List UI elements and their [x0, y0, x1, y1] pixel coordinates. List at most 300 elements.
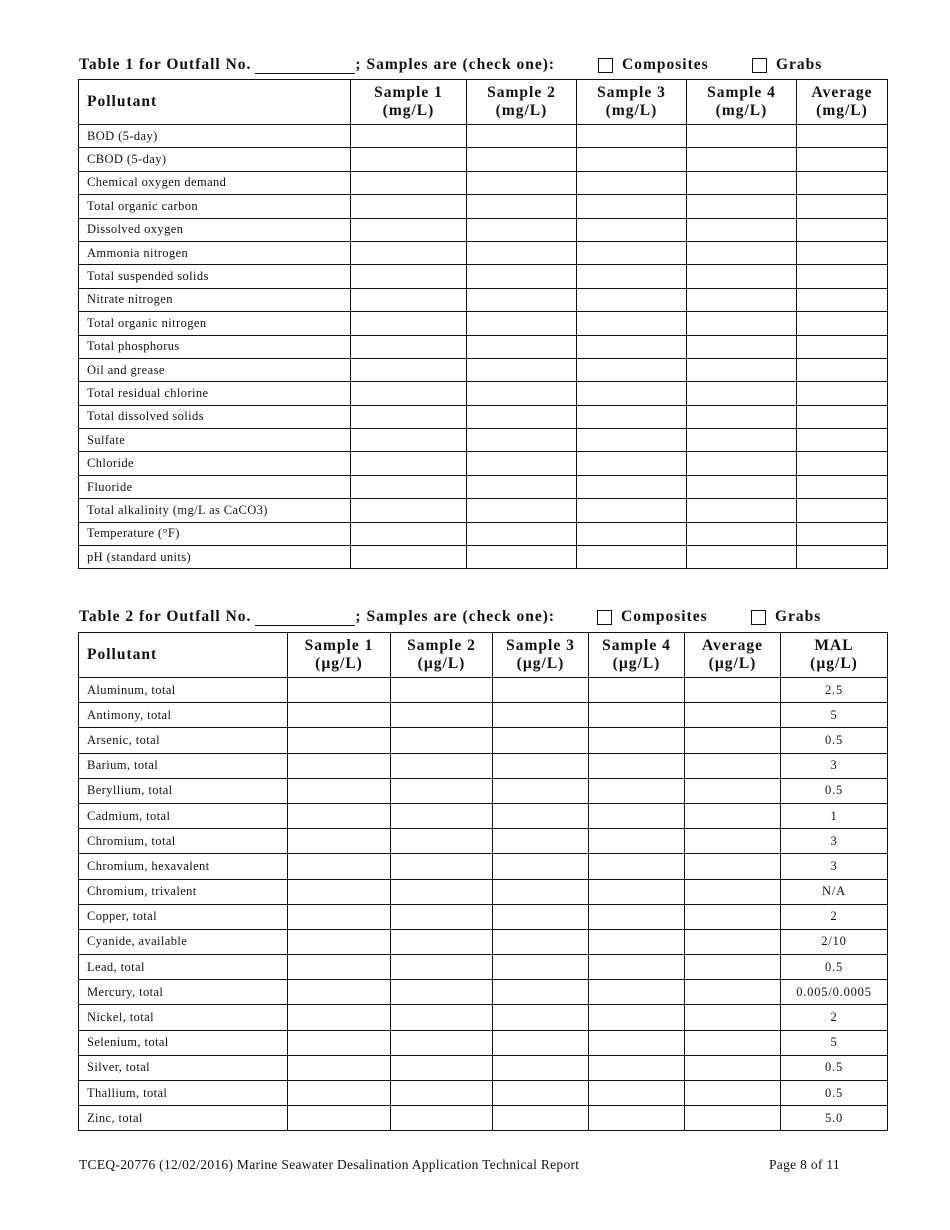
table-row: [79, 728, 888, 753]
table-row: [79, 904, 888, 929]
sample4-entry-cell[interactable]: [589, 1081, 685, 1106]
average-entry-cell[interactable]: [797, 522, 888, 545]
table1-grabs-checkbox[interactable]: [752, 58, 767, 73]
table1-composites-label: Composites: [622, 56, 709, 73]
table1-col-sample1: Sample 1 (mg/L): [351, 80, 467, 125]
sample4-entry-cell[interactable]: [687, 429, 797, 452]
mal-value: 2: [781, 904, 888, 929]
sample3-entry-cell[interactable]: [577, 405, 687, 428]
sample3-entry-cell[interactable]: [493, 753, 589, 778]
table-row: [79, 358, 888, 381]
pollutant-name: Chromium, total: [79, 829, 288, 854]
table2-col-pollutant: Pollutant: [79, 633, 288, 678]
table1-col-sample3: Sample 3 (mg/L): [577, 80, 687, 125]
table2-heading: [79, 608, 555, 626]
table-row: [79, 288, 888, 311]
table2-col-average: Average (µg/L): [685, 633, 781, 678]
pollutant-name: Antimony, total: [79, 703, 288, 728]
mal-value: 1: [781, 803, 888, 828]
sample1-entry-cell[interactable]: [288, 803, 391, 828]
sample4-entry-cell[interactable]: [687, 546, 797, 569]
average-entry-cell[interactable]: [797, 218, 888, 241]
sample2-entry-cell[interactable]: [391, 1081, 493, 1106]
average-entry-cell[interactable]: [797, 452, 888, 475]
average-entry-cell[interactable]: [685, 879, 781, 904]
table2-col-sample3: Sample 3 (µg/L): [493, 633, 589, 678]
sample2-entry-cell[interactable]: [391, 1055, 493, 1080]
sample1-entry-cell[interactable]: [351, 358, 467, 381]
sample2-entry-cell[interactable]: [391, 980, 493, 1005]
mal-value: 3: [781, 753, 888, 778]
sample4-entry-cell[interactable]: [687, 382, 797, 405]
sample1-entry-cell[interactable]: [351, 499, 467, 522]
table-row: [79, 218, 888, 241]
sample2-entry-cell[interactable]: [391, 929, 493, 954]
table1-col-average: Average (mg/L): [797, 80, 888, 125]
sample1-entry-cell[interactable]: [288, 1005, 391, 1030]
pollutant-name: Total organic nitrogen: [79, 312, 351, 335]
sample3-entry-cell[interactable]: [493, 703, 589, 728]
table2-col-sample1: Sample 1 (µg/L): [288, 633, 391, 678]
sample2-entry-cell[interactable]: [391, 955, 493, 980]
sample2-entry-cell[interactable]: [467, 475, 577, 498]
sample3-entry-cell[interactable]: [493, 955, 589, 980]
sample3-entry-cell[interactable]: [493, 929, 589, 954]
average-entry-cell[interactable]: [685, 955, 781, 980]
average-entry-cell[interactable]: [685, 703, 781, 728]
sample3-entry-cell[interactable]: [493, 1030, 589, 1055]
average-entry-cell[interactable]: [797, 405, 888, 428]
sample1-entry-cell[interactable]: [288, 1030, 391, 1055]
average-entry-cell[interactable]: [797, 312, 888, 335]
sample1-entry-cell[interactable]: [351, 241, 467, 264]
sample4-entry-cell[interactable]: [687, 405, 797, 428]
mal-value: 5.0: [781, 1106, 888, 1131]
sample4-entry-cell[interactable]: [687, 499, 797, 522]
sample1-entry-cell[interactable]: [351, 171, 467, 194]
mal-value: 5: [781, 703, 888, 728]
sample1-entry-cell[interactable]: [351, 148, 467, 171]
sample2-entry-cell[interactable]: [391, 803, 493, 828]
sample1-entry-cell[interactable]: [288, 678, 391, 703]
table-row: [79, 195, 888, 218]
sample1-entry-cell[interactable]: [288, 879, 391, 904]
pollutant-name: Sulfate: [79, 429, 351, 452]
sample1-entry-cell[interactable]: [288, 778, 391, 803]
sample4-entry-cell[interactable]: [687, 171, 797, 194]
sample3-entry-cell[interactable]: [577, 195, 687, 218]
sample1-entry-cell[interactable]: [351, 452, 467, 475]
table1-sample-type-prompt: ; Samples are (check one):: [355, 56, 556, 73]
sample3-entry-cell[interactable]: [577, 382, 687, 405]
sample4-entry-cell[interactable]: [589, 678, 685, 703]
sample2-entry-cell[interactable]: [391, 778, 493, 803]
table2-grabs-option[interactable]: [751, 608, 821, 626]
sample4-entry-cell[interactable]: [687, 335, 797, 358]
sample4-entry-cell[interactable]: [687, 195, 797, 218]
sample1-entry-cell[interactable]: [288, 753, 391, 778]
table-row: [79, 778, 888, 803]
average-entry-cell[interactable]: [685, 854, 781, 879]
sample4-entry-cell[interactable]: [589, 1106, 685, 1131]
average-entry-cell[interactable]: [797, 335, 888, 358]
sample3-entry-cell[interactable]: [577, 148, 687, 171]
average-entry-cell[interactable]: [685, 803, 781, 828]
sample2-entry-cell[interactable]: [467, 125, 577, 148]
sample4-entry-cell[interactable]: [589, 879, 685, 904]
average-entry-cell[interactable]: [797, 499, 888, 522]
table-row: [79, 1106, 888, 1131]
sample1-entry-cell[interactable]: [288, 728, 391, 753]
sample2-entry-cell[interactable]: [467, 195, 577, 218]
average-entry-cell[interactable]: [685, 904, 781, 929]
average-entry-cell[interactable]: [685, 1081, 781, 1106]
sample4-entry-cell[interactable]: [687, 148, 797, 171]
average-entry-cell[interactable]: [685, 1055, 781, 1080]
sample3-entry-cell[interactable]: [493, 1055, 589, 1080]
average-entry-cell[interactable]: [685, 678, 781, 703]
table-row: [79, 241, 888, 264]
average-entry-cell[interactable]: [685, 1030, 781, 1055]
sample3-entry-cell[interactable]: [493, 904, 589, 929]
average-entry-cell[interactable]: [797, 475, 888, 498]
sample2-entry-cell[interactable]: [391, 879, 493, 904]
pollutant-name: Total residual chlorine: [79, 382, 351, 405]
table-row: [79, 829, 888, 854]
sample4-entry-cell[interactable]: [589, 1055, 685, 1080]
sample4-entry-cell[interactable]: [687, 452, 797, 475]
sample1-entry-cell[interactable]: [351, 382, 467, 405]
mal-value: 3: [781, 829, 888, 854]
footer-form-id: TCEQ-20776 (12/02/2016) Marine Seawater Desalination Application Technical Report: [79, 1157, 580, 1172]
sample1-entry-cell[interactable]: [288, 980, 391, 1005]
table-row: [79, 678, 888, 703]
sample3-entry-cell[interactable]: [493, 1081, 589, 1106]
sample3-entry-cell[interactable]: [577, 475, 687, 498]
average-entry-cell[interactable]: [797, 171, 888, 194]
sample1-entry-cell[interactable]: [288, 703, 391, 728]
pollutant-name: Fluoride: [79, 475, 351, 498]
table1-composites-option[interactable]: [598, 56, 709, 74]
pollutant-name: Arsenic, total: [79, 728, 288, 753]
average-entry-cell[interactable]: [797, 195, 888, 218]
sample2-entry-cell[interactable]: [467, 452, 577, 475]
table-row: [79, 312, 888, 335]
sample3-entry-cell[interactable]: [577, 335, 687, 358]
pollutant-name: Total suspended solids: [79, 265, 351, 288]
sample4-entry-cell[interactable]: [589, 955, 685, 980]
table-row: [79, 980, 888, 1005]
pollutant-name: Zinc, total: [79, 1106, 288, 1131]
sample2-entry-cell[interactable]: [391, 1106, 493, 1131]
average-entry-cell[interactable]: [797, 288, 888, 311]
mal-value: N/A: [781, 879, 888, 904]
pollutant-name: Lead, total: [79, 955, 288, 980]
table2-metals-pollutants: [78, 632, 888, 1131]
table2-composites-option[interactable]: [597, 608, 708, 626]
sample2-entry-cell[interactable]: [467, 405, 577, 428]
sample2-entry-cell[interactable]: [467, 429, 577, 452]
table2-col-mal: MAL (µg/L): [781, 633, 888, 678]
sample1-entry-cell[interactable]: [351, 265, 467, 288]
sample4-entry-cell[interactable]: [589, 753, 685, 778]
sample3-entry-cell[interactable]: [577, 125, 687, 148]
sample2-entry-cell[interactable]: [467, 522, 577, 545]
pollutant-name: Chloride: [79, 452, 351, 475]
sample3-entry-cell[interactable]: [577, 241, 687, 264]
sample1-entry-cell[interactable]: [288, 1081, 391, 1106]
sample4-entry-cell[interactable]: [687, 218, 797, 241]
average-entry-cell[interactable]: [685, 829, 781, 854]
table2-outfall-number-field[interactable]: [255, 609, 355, 626]
sample4-entry-cell[interactable]: [687, 288, 797, 311]
sample3-entry-cell[interactable]: [493, 829, 589, 854]
sample2-entry-cell[interactable]: [467, 218, 577, 241]
sample3-entry-cell[interactable]: [493, 678, 589, 703]
average-entry-cell[interactable]: [685, 1106, 781, 1131]
average-entry-cell[interactable]: [797, 358, 888, 381]
sample3-entry-cell[interactable]: [577, 522, 687, 545]
sample4-entry-cell[interactable]: [687, 241, 797, 264]
sample4-entry-cell[interactable]: [589, 829, 685, 854]
table2-grabs-checkbox[interactable]: [751, 610, 766, 625]
mal-value: 0.5: [781, 955, 888, 980]
sample3-entry-cell[interactable]: [577, 546, 687, 569]
sample4-entry-cell[interactable]: [687, 265, 797, 288]
sample2-entry-cell[interactable]: [391, 1030, 493, 1055]
sample4-entry-cell[interactable]: [589, 854, 685, 879]
average-entry-cell[interactable]: [685, 778, 781, 803]
sample3-entry-cell[interactable]: [493, 980, 589, 1005]
mal-value: 2: [781, 1005, 888, 1030]
sample2-entry-cell[interactable]: [467, 358, 577, 381]
pollutant-name: Mercury, total: [79, 980, 288, 1005]
average-entry-cell[interactable]: [797, 546, 888, 569]
table1-col-pollutant: Pollutant: [79, 80, 351, 125]
sample1-entry-cell[interactable]: [351, 405, 467, 428]
sample4-entry-cell[interactable]: [589, 929, 685, 954]
sample3-entry-cell[interactable]: [493, 803, 589, 828]
sample4-entry-cell[interactable]: [687, 358, 797, 381]
sample1-entry-cell[interactable]: [288, 904, 391, 929]
pollutant-name: Aluminum, total: [79, 678, 288, 703]
table2-composites-checkbox[interactable]: [597, 610, 612, 625]
table-row: [79, 1081, 888, 1106]
sample4-entry-cell[interactable]: [687, 522, 797, 545]
table-row: [79, 522, 888, 545]
pollutant-name: Nickel, total: [79, 1005, 288, 1030]
sample1-entry-cell[interactable]: [288, 1055, 391, 1080]
pollutant-name: Cadmium, total: [79, 803, 288, 828]
pollutant-name: Chemical oxygen demand: [79, 171, 351, 194]
mal-value: 0.5: [781, 728, 888, 753]
sample2-entry-cell[interactable]: [467, 241, 577, 264]
pollutant-name: Oil and grease: [79, 358, 351, 381]
table-row: [79, 171, 888, 194]
sample3-entry-cell[interactable]: [493, 854, 589, 879]
sample3-entry-cell[interactable]: [577, 288, 687, 311]
sample2-entry-cell[interactable]: [391, 678, 493, 703]
table-row: [79, 429, 888, 452]
table-row: [79, 854, 888, 879]
table-row: [79, 879, 888, 904]
sample3-entry-cell[interactable]: [493, 778, 589, 803]
sample3-entry-cell[interactable]: [577, 265, 687, 288]
table2-header-row: [79, 633, 888, 678]
sample1-entry-cell[interactable]: [288, 829, 391, 854]
sample1-entry-cell[interactable]: [288, 955, 391, 980]
table-row: [79, 929, 888, 954]
table2-col-sample4: Sample 4 (µg/L): [589, 633, 685, 678]
sample1-entry-cell[interactable]: [351, 335, 467, 358]
table1-grabs-label: Grabs: [776, 56, 823, 73]
table-row: [79, 382, 888, 405]
table1-conventional-pollutants: [78, 79, 888, 569]
sample1-entry-cell[interactable]: [288, 1106, 391, 1131]
sample3-entry-cell[interactable]: [577, 499, 687, 522]
table-row: [79, 125, 888, 148]
sample1-entry-cell[interactable]: [351, 125, 467, 148]
sample2-entry-cell[interactable]: [467, 171, 577, 194]
pollutant-name: Chromium, hexavalent: [79, 854, 288, 879]
sample2-entry-cell[interactable]: [391, 1005, 493, 1030]
sample2-entry-cell[interactable]: [391, 728, 493, 753]
sample1-entry-cell[interactable]: [351, 429, 467, 452]
table-row: [79, 1030, 888, 1055]
sample1-entry-cell[interactable]: [351, 546, 467, 569]
sample2-entry-cell[interactable]: [391, 854, 493, 879]
table-row: [79, 475, 888, 498]
sample4-entry-cell[interactable]: [589, 1030, 685, 1055]
average-entry-cell[interactable]: [685, 980, 781, 1005]
pollutant-name: Ammonia nitrogen: [79, 241, 351, 264]
sample3-entry-cell[interactable]: [577, 312, 687, 335]
average-entry-cell[interactable]: [685, 728, 781, 753]
sample1-entry-cell[interactable]: [288, 929, 391, 954]
table1-outfall-number-field[interactable]: [255, 57, 355, 74]
table-row: [79, 703, 888, 728]
mal-value: 5: [781, 1030, 888, 1055]
sample4-entry-cell[interactable]: [589, 803, 685, 828]
sample2-entry-cell[interactable]: [467, 335, 577, 358]
pollutant-name: Total dissolved solids: [79, 405, 351, 428]
pollutant-name: pH (standard units): [79, 546, 351, 569]
sample2-entry-cell[interactable]: [391, 703, 493, 728]
average-entry-cell[interactable]: [797, 429, 888, 452]
pollutant-name: Thallium, total: [79, 1081, 288, 1106]
sample3-entry-cell[interactable]: [577, 218, 687, 241]
mal-value: 0.005/0.0005: [781, 980, 888, 1005]
sample2-entry-cell[interactable]: [467, 499, 577, 522]
table-row: [79, 1055, 888, 1080]
table2-grabs-label: Grabs: [775, 608, 822, 625]
table-row: [79, 148, 888, 171]
sample4-entry-cell[interactable]: [589, 904, 685, 929]
pollutant-name: BOD (5-day): [79, 125, 351, 148]
sample3-entry-cell[interactable]: [493, 1005, 589, 1030]
table-row: [79, 955, 888, 980]
average-entry-cell[interactable]: [797, 125, 888, 148]
sample2-entry-cell[interactable]: [467, 265, 577, 288]
table-row: [79, 452, 888, 475]
pollutant-name: Copper, total: [79, 904, 288, 929]
sample2-entry-cell[interactable]: [467, 312, 577, 335]
sample3-entry-cell[interactable]: [493, 728, 589, 753]
sample3-entry-cell[interactable]: [493, 1106, 589, 1131]
sample4-entry-cell[interactable]: [589, 703, 685, 728]
mal-value: 0.5: [781, 1081, 888, 1106]
sample4-entry-cell[interactable]: [589, 778, 685, 803]
table-row: [79, 405, 888, 428]
table-row: [79, 803, 888, 828]
table2-sample-type-prompt: ; Samples are (check one):: [355, 608, 556, 625]
pollutant-name: CBOD (5-day): [79, 148, 351, 171]
sample1-entry-cell[interactable]: [288, 854, 391, 879]
sample1-entry-cell[interactable]: [351, 312, 467, 335]
average-entry-cell[interactable]: [797, 382, 888, 405]
pollutant-name: Cyanide, available: [79, 929, 288, 954]
sample4-entry-cell[interactable]: [687, 312, 797, 335]
table-row: [79, 546, 888, 569]
sample4-entry-cell[interactable]: [687, 475, 797, 498]
average-entry-cell[interactable]: [685, 929, 781, 954]
sample2-entry-cell[interactable]: [467, 382, 577, 405]
average-entry-cell[interactable]: [685, 1005, 781, 1030]
sample1-entry-cell[interactable]: [351, 475, 467, 498]
average-entry-cell[interactable]: [685, 753, 781, 778]
pollutant-name: Selenium, total: [79, 1030, 288, 1055]
sample1-entry-cell[interactable]: [351, 288, 467, 311]
table-row: [79, 265, 888, 288]
table-row: [79, 753, 888, 778]
sample1-entry-cell[interactable]: [351, 195, 467, 218]
sample1-entry-cell[interactable]: [351, 522, 467, 545]
sample1-entry-cell[interactable]: [351, 218, 467, 241]
sample3-entry-cell[interactable]: [493, 879, 589, 904]
pollutant-name: Temperature (°F): [79, 522, 351, 545]
table1-col-sample2: Sample 2 (mg/L): [467, 80, 577, 125]
sample4-entry-cell[interactable]: [589, 1005, 685, 1030]
sample2-entry-cell[interactable]: [467, 288, 577, 311]
table2-title: Table 2 for Outfall No.: [79, 608, 252, 625]
sample2-entry-cell[interactable]: [391, 829, 493, 854]
table1-grabs-option[interactable]: [752, 56, 822, 74]
sample3-entry-cell[interactable]: [577, 171, 687, 194]
sample3-entry-cell[interactable]: [577, 429, 687, 452]
table1-composites-checkbox[interactable]: [598, 58, 613, 73]
table-row: [79, 499, 888, 522]
sample4-entry-cell[interactable]: [687, 125, 797, 148]
sample4-entry-cell[interactable]: [589, 980, 685, 1005]
sample4-entry-cell[interactable]: [589, 728, 685, 753]
mal-value: 2.5: [781, 678, 888, 703]
average-entry-cell[interactable]: [797, 241, 888, 264]
pollutant-name: Barium, total: [79, 753, 288, 778]
table1-heading: [79, 56, 555, 74]
table-row: [79, 1005, 888, 1030]
sample2-entry-cell[interactable]: [391, 753, 493, 778]
footer-page-number: Page 8 of 11: [769, 1157, 840, 1172]
pollutant-name: Beryllium, total: [79, 778, 288, 803]
sample2-entry-cell[interactable]: [467, 148, 577, 171]
sample3-entry-cell[interactable]: [577, 452, 687, 475]
table-row: [79, 335, 888, 358]
sample2-entry-cell[interactable]: [467, 546, 577, 569]
sample2-entry-cell[interactable]: [391, 904, 493, 929]
average-entry-cell[interactable]: [797, 265, 888, 288]
average-entry-cell[interactable]: [797, 148, 888, 171]
sample3-entry-cell[interactable]: [577, 358, 687, 381]
